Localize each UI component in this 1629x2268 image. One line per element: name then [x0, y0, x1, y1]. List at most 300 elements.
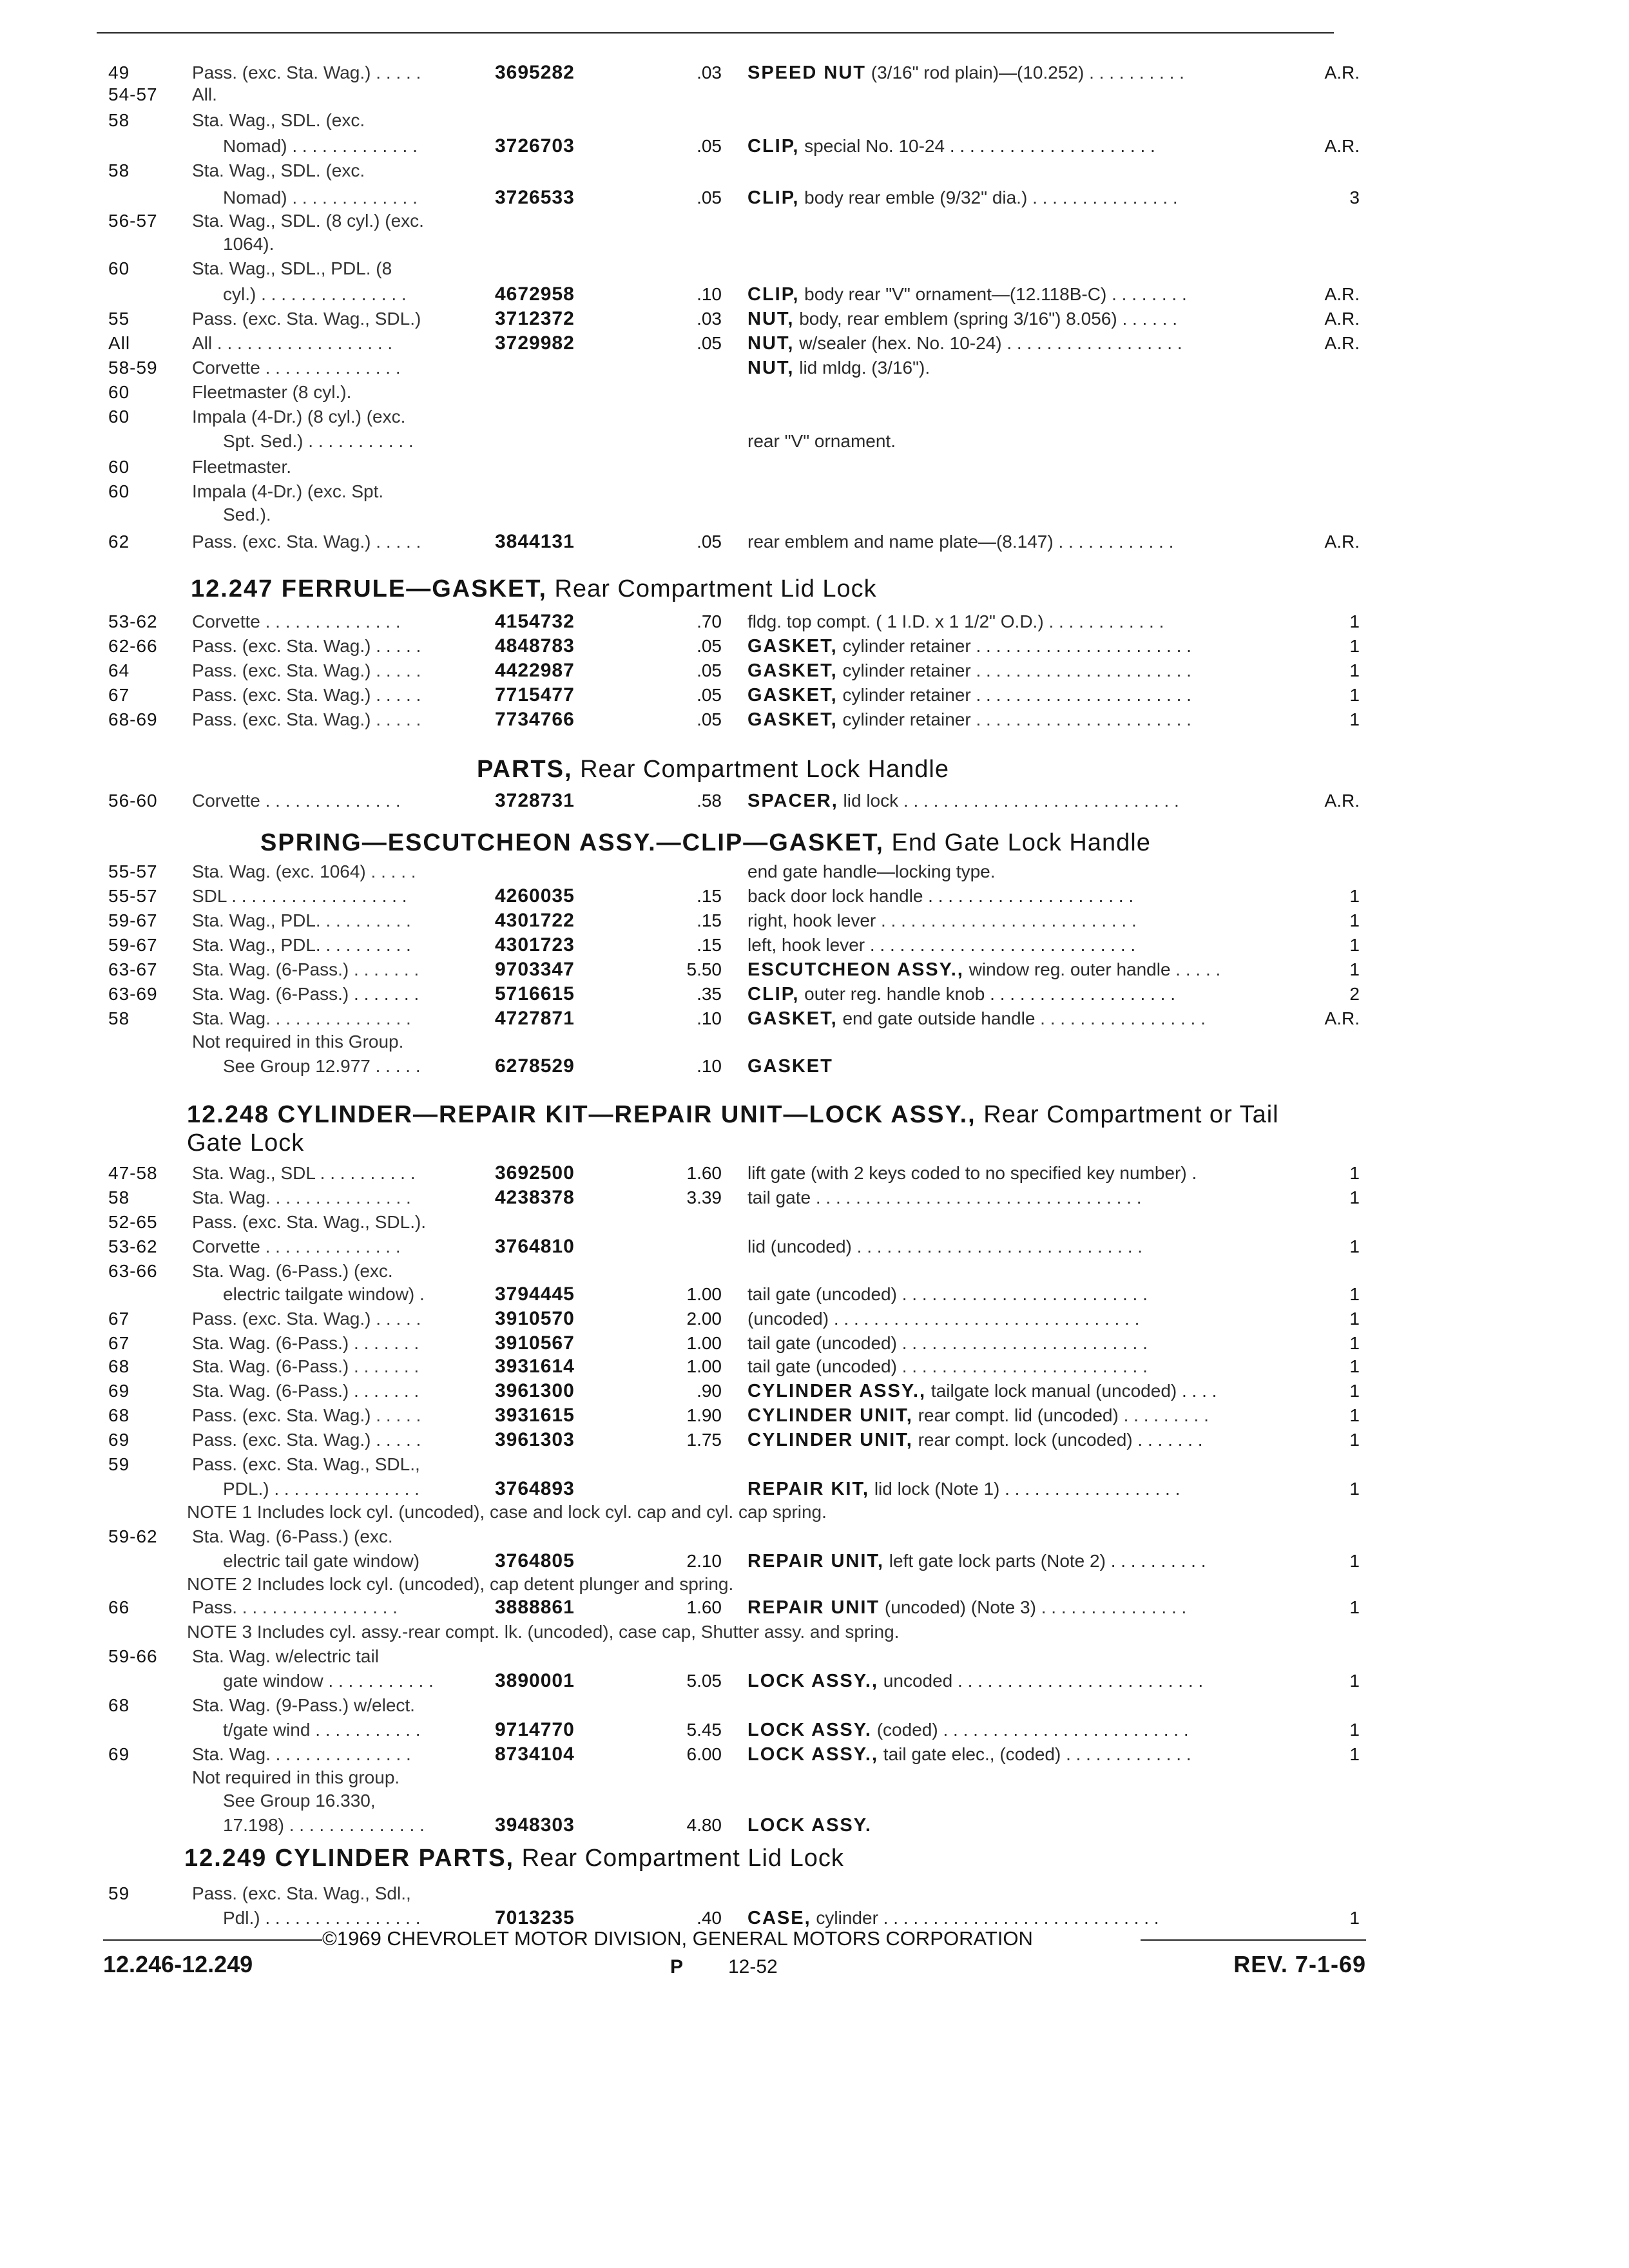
section-heading-12-249: 12.249 CYLINDER PARTS, Rear Compartment Lid Lock: [184, 1845, 844, 1872]
vehicle-model: Sta. Wag., SDL., PDL. (8: [192, 258, 392, 278]
part-description: [747, 284, 1340, 305]
part-number: 3695282: [495, 62, 575, 83]
model-year: 58: [108, 1187, 130, 1207]
footer-copyright: ©1969 CHEVROLET MOTOR DIVISION, GENERAL MOTORS CORPORATION: [322, 1927, 1033, 1950]
part-description: [747, 62, 1340, 84]
part-number: 3726703: [495, 135, 575, 157]
part-number: 3931614: [495, 1356, 575, 1377]
quantity: 1: [1349, 1356, 1360, 1376]
quantity: A.R.: [1324, 1008, 1360, 1028]
table-row: [0, 1814, 1629, 1836]
vehicle-model: 17.198) . . . . . . . . . . . . . .: [223, 1815, 425, 1835]
note-row: [0, 1621, 1629, 1643]
table-row: [0, 430, 1629, 452]
part-number: 3692500: [495, 1162, 575, 1184]
part-description: [747, 308, 1340, 330]
model-year: 59-62: [108, 1526, 158, 1546]
part-name: CLIP,: [747, 187, 800, 208]
list-price: 1.60: [686, 1597, 722, 1617]
table-row: [0, 456, 1629, 478]
part-description: [747, 1907, 1340, 1929]
model-year: 64: [108, 660, 130, 680]
quantity: 1: [1349, 1551, 1360, 1571]
quantity: 1: [1349, 886, 1360, 906]
vehicle-model: Pass. (exc. Sta. Wag., SDL.).: [192, 1212, 427, 1232]
part-number: 4301722: [495, 910, 575, 931]
part-description: [747, 1283, 1340, 1305]
quantity: A.R.: [1324, 62, 1360, 82]
model-year: 59-67: [108, 935, 158, 955]
table-row: [0, 1031, 1629, 1053]
vehicle-model: Sta. Wag. (6-Pass.) . . . . . . .: [192, 1356, 419, 1376]
vehicle-model: Sta. Wag. (6-Pass.) (exc.: [192, 1261, 393, 1281]
quantity: 1: [1349, 660, 1360, 680]
part-detail: body rear "V" ornament—(12.118B-C) . . . . . . . .: [799, 284, 1187, 304]
vehicle-model: Sta. Wag., PDL. . . . . . . . . .: [192, 935, 411, 955]
part-detail: cylinder retainer . . . . . . . . . . . . . . . . . . . . . .: [837, 709, 1191, 729]
part-number: 3794445: [495, 1283, 575, 1305]
quantity: 1: [1349, 1430, 1360, 1450]
part-detail: rear "V" ornament.: [747, 431, 896, 451]
table-row: [0, 233, 1629, 255]
part-description: [747, 635, 1340, 657]
part-detail: uncoded . . . . . . . . . . . . . . . . . . . . . . . . .: [878, 1671, 1204, 1691]
vehicle-model: 1064).: [223, 234, 275, 254]
part-number: 4301723: [495, 934, 575, 956]
vehicle-model: SDL . . . . . . . . . . . . . . . . . .: [192, 886, 407, 906]
quantity: 1: [1349, 1381, 1360, 1401]
part-description: [747, 959, 1340, 981]
part-description: [747, 934, 1340, 956]
model-year: 47-58: [108, 1163, 158, 1183]
vehicle-model: Fleetmaster (8 cyl.).: [192, 382, 352, 402]
list-price: .15: [697, 935, 722, 955]
part-number: 6278529: [495, 1055, 575, 1077]
list-price: .05: [697, 136, 722, 156]
model-year: All: [108, 333, 131, 353]
part-detail: outer reg. handle knob . . . . . . . . . . . . . . . . . . .: [799, 984, 1175, 1004]
list-price: .15: [697, 886, 722, 906]
list-price: 1.75: [686, 1430, 722, 1450]
footer-rule-left: [103, 1939, 322, 1941]
list-price: 4.80: [686, 1815, 722, 1835]
part-name: CASE,: [747, 1908, 811, 1928]
model-year: 55-57: [108, 861, 158, 881]
quantity: 1: [1349, 1720, 1360, 1740]
footer-page-number: 12-52: [728, 1956, 778, 1977]
list-price: .05: [697, 636, 722, 656]
list-price: .10: [697, 1008, 722, 1028]
table-row: [0, 135, 1629, 157]
part-name: NUT,: [747, 309, 795, 329]
table-row: [0, 110, 1629, 131]
quantity: 1: [1349, 1284, 1360, 1304]
vehicle-model: Pass. (exc. Sta. Wag.) . . . . .: [192, 685, 421, 705]
part-detail: tail gate (uncoded) . . . . . . . . . . . . . . . . . . . . . . . . .: [747, 1356, 1148, 1376]
part-name: REPAIR UNIT: [747, 1597, 880, 1618]
part-detail: end gate handle—locking type.: [747, 861, 996, 881]
table-row: [0, 160, 1629, 182]
vehicle-model: Pass. (exc. Sta. Wag.) . . . . .: [192, 1309, 421, 1329]
table-row: [0, 1429, 1629, 1451]
vehicle-model: Pass. (exc. Sta. Wag., SDL.,: [192, 1454, 420, 1474]
model-year: 68: [108, 1695, 130, 1715]
list-price: .10: [697, 284, 722, 304]
model-year: 59: [108, 1883, 130, 1903]
table-row: [0, 308, 1629, 330]
table-row: [0, 1526, 1629, 1548]
table-row: [0, 1187, 1629, 1209]
table-row: [0, 62, 1629, 84]
table-row: [0, 1405, 1629, 1427]
quantity: A.R.: [1324, 284, 1360, 304]
quantity: 1: [1349, 636, 1360, 656]
vehicle-model: Spt. Sed.) . . . . . . . . . . .: [223, 431, 414, 451]
quantity: 1: [1349, 935, 1360, 955]
model-year: 60: [108, 407, 130, 427]
quantity: 1: [1349, 1405, 1360, 1425]
part-number: 3910567: [495, 1332, 575, 1354]
part-number: 4672958: [495, 284, 575, 305]
model-year: 59: [108, 1454, 130, 1474]
section-heading-12-248: 12.248 CYLINDER—REPAIR KIT—REPAIR UNIT—LOCK ASSY., Rear Compartment or Tail Gate Lock: [187, 1101, 1279, 1157]
part-number: 3910570: [495, 1308, 575, 1329]
list-price: 2.10: [686, 1551, 722, 1571]
list-price: 3.39: [686, 1187, 722, 1207]
quantity: A.R.: [1324, 333, 1360, 353]
part-description: [747, 1162, 1340, 1184]
vehicle-model: Corvette . . . . . . . . . . . . . .: [192, 611, 401, 631]
vehicle-model: Sta. Wag. w/electric tail: [192, 1646, 379, 1666]
part-description: [747, 611, 1340, 633]
list-price: .90: [697, 1381, 722, 1401]
section-heading-lock-handle-parts: PARTS, Rear Compartment Lock Handle: [477, 756, 950, 783]
table-row: [0, 504, 1629, 526]
part-detail: lid (uncoded) . . . . . . . . . . . . . . . . . . . . . . . . . . . . .: [747, 1236, 1143, 1256]
part-detail: tail gate . . . . . . . . . . . . . . . . . . . . . . . . . . . . . . . . .: [747, 1187, 1142, 1207]
model-year: 68: [108, 1405, 130, 1425]
part-number: 3729982: [495, 332, 575, 354]
part-number: 8734104: [495, 1744, 575, 1765]
vehicle-model: Sta. Wag. (9-Pass.) w/elect.: [192, 1695, 415, 1715]
table-row: [0, 258, 1629, 280]
part-detail: rear compt. lid (uncoded) . . . . . . . . .: [912, 1405, 1209, 1425]
list-price: .05: [697, 333, 722, 353]
part-detail: back door lock handle . . . . . . . . . . . . . . . . . . . . .: [747, 886, 1134, 906]
table-row: [0, 983, 1629, 1005]
model-year: 60: [108, 481, 130, 501]
part-description: [747, 983, 1340, 1005]
part-detail: tail gate elec., (coded) . . . . . . . . . . . . .: [878, 1744, 1191, 1764]
model-year: 68-69: [108, 709, 158, 729]
part-description: [747, 660, 1340, 682]
part-description: [747, 430, 1340, 452]
table-row: [0, 1597, 1629, 1619]
table-row: [0, 934, 1629, 956]
part-detail: body rear emble (9/32" dia.) . . . . . . . . . . . . . . .: [799, 187, 1178, 207]
part-detail: fldg. top compt. ( 1 I.D. x 1 1/2" O.D.) . . . . . . . . . . . .: [747, 611, 1164, 631]
part-name: SPACER,: [747, 791, 838, 811]
vehicle-model: Not required in this group.: [192, 1767, 400, 1787]
list-price: .05: [697, 187, 722, 207]
table-row: [0, 684, 1629, 706]
part-name: GASKET,: [747, 636, 838, 657]
model-year: 55-57: [108, 886, 158, 906]
part-description: [747, 1332, 1340, 1354]
vehicle-model: Sta. Wag. (exc. 1064) . . . . .: [192, 861, 416, 881]
list-price: .58: [697, 791, 722, 811]
vehicle-model: Fleetmaster.: [192, 457, 292, 477]
part-name: LOCK ASSY.,: [747, 1671, 879, 1691]
model-year: 58: [108, 1008, 130, 1028]
part-number: 3888861: [495, 1597, 575, 1618]
table-row: [0, 481, 1629, 503]
model-year: 62: [108, 532, 130, 552]
part-name: GASKET,: [747, 685, 838, 706]
part-number: 4154732: [495, 611, 575, 632]
table-row: [0, 1767, 1629, 1789]
part-detail: rear compt. lock (uncoded) . . . . . . .: [912, 1430, 1203, 1450]
part-detail: body, rear emblem (spring 3/16") 8.056) . . . . . .: [794, 309, 1178, 329]
part-number: 3712372: [495, 308, 575, 329]
list-price: .70: [697, 611, 722, 631]
quantity: A.R.: [1324, 309, 1360, 329]
part-name: GASKET,: [747, 1008, 838, 1029]
list-price: .05: [697, 532, 722, 552]
table-row: [0, 709, 1629, 731]
table-row: [0, 1883, 1629, 1905]
vehicle-model: gate window . . . . . . . . . . .: [223, 1671, 434, 1691]
part-description: [747, 1550, 1340, 1572]
part-description: [747, 1187, 1340, 1209]
part-detail: (uncoded) (Note 3) . . . . . . . . . . . . . . .: [880, 1597, 1187, 1617]
quantity: 1: [1349, 709, 1360, 729]
part-detail: (uncoded) . . . . . . . . . . . . . . . . . . . . . . . . . . . . . . .: [747, 1309, 1140, 1329]
quantity: 1: [1349, 1908, 1360, 1928]
part-number: 7734766: [495, 709, 575, 730]
part-number: 4848783: [495, 635, 575, 657]
table-row: [0, 210, 1629, 232]
part-number: 4238378: [495, 1187, 575, 1208]
table-row: [0, 910, 1629, 932]
model-year: 53-62: [108, 611, 158, 631]
quantity: A.R.: [1324, 791, 1360, 811]
note-text: NOTE 2 Includes lock cyl. (uncoded), cap detent plunger and spring.: [187, 1574, 734, 1594]
vehicle-model: PDL.) . . . . . . . . . . . . . . .: [223, 1479, 419, 1499]
vehicle-model: All . . . . . . . . . . . . . . . . . .: [192, 333, 393, 353]
vehicle-model: Pass. (exc. Sta. Wag., Sdl.,: [192, 1883, 411, 1903]
vehicle-model: Pass. (exc. Sta. Wag.) . . . . .: [192, 1405, 421, 1425]
part-description: [747, 1670, 1340, 1692]
part-description: [747, 1380, 1340, 1402]
list-price: .35: [697, 984, 722, 1004]
vehicle-model: Sta. Wag. (6-Pass.) (exc.: [192, 1526, 393, 1546]
table-row: [0, 1008, 1629, 1030]
part-name: LOCK ASSY.,: [747, 1744, 879, 1765]
vehicle-model: Not required in this Group.: [192, 1032, 404, 1052]
part-description: [747, 1744, 1340, 1765]
part-description: [747, 1478, 1340, 1500]
table-row: [0, 381, 1629, 403]
table-row: [0, 187, 1629, 209]
model-year: 56-60: [108, 791, 158, 811]
list-price: .40: [697, 1908, 722, 1928]
part-number: 4727871: [495, 1008, 575, 1029]
part-detail: tail gate (uncoded) . . . . . . . . . . . . . . . . . . . . . . . . .: [747, 1333, 1148, 1353]
part-number: 7715477: [495, 684, 575, 706]
quantity: A.R.: [1324, 532, 1360, 552]
table-row: [0, 357, 1629, 379]
vehicle-model: Sta. Wag., PDL. . . . . . . . . .: [192, 910, 411, 930]
model-year: 60: [108, 457, 130, 477]
part-name: LOCK ASSY.: [747, 1720, 872, 1740]
table-row: [0, 885, 1629, 907]
part-description: [747, 1429, 1340, 1451]
vehicle-model: Pass. (exc. Sta. Wag.) . . . . .: [192, 660, 421, 680]
vehicle-model: Pass. (exc. Sta. Wag., SDL.): [192, 309, 421, 329]
table-row: [0, 1646, 1629, 1667]
model-year: 63-66: [108, 1261, 158, 1281]
quantity: 1: [1349, 611, 1360, 631]
part-detail: (3/16" rod plain)—(10.252) . . . . . . . . . .: [865, 62, 1184, 82]
table-row: [0, 284, 1629, 305]
part-number: 4260035: [495, 885, 575, 907]
model-year: 58: [108, 110, 130, 130]
list-price: 5.05: [686, 1671, 722, 1691]
vehicle-model: Sta. Wag. . . . . . . . . . . . . . .: [192, 1008, 411, 1028]
part-number: 4422987: [495, 660, 575, 681]
vehicle-model: cyl.) . . . . . . . . . . . . . . .: [223, 284, 407, 304]
part-description: [747, 861, 1340, 883]
model-year: 69: [108, 1744, 130, 1764]
quantity: 1: [1349, 1163, 1360, 1183]
part-detail: lift gate (with 2 keys coded to no specified key number) .: [747, 1163, 1197, 1183]
part-detail: lid lock (Note 1) . . . . . . . . . . . . . . . . . .: [869, 1479, 1181, 1499]
model-year: 54-57: [108, 84, 158, 104]
part-detail: right, hook lever . . . . . . . . . . . . . . . . . . . . . . . . . .: [747, 910, 1137, 930]
part-description: [747, 332, 1340, 354]
part-number: 3728731: [495, 790, 575, 811]
note-text: NOTE 1 Includes lock cyl. (uncoded), case and lock cyl. cap and cyl. cap spring.: [187, 1502, 827, 1522]
vehicle-model: Pass. (exc. Sta. Wag.) . . . . .: [192, 532, 421, 552]
vehicle-model: Pass. (exc. Sta. Wag.) . . . . .: [192, 636, 421, 656]
table-row: [0, 1236, 1629, 1258]
quantity: 3: [1349, 187, 1360, 207]
vehicle-model: All.: [192, 84, 217, 104]
table-row: [0, 1907, 1629, 1929]
quantity: 2: [1349, 984, 1360, 1004]
part-number: 3948303: [495, 1814, 575, 1836]
part-name: GASKET: [747, 1056, 833, 1077]
vehicle-model: Corvette . . . . . . . . . . . . . .: [192, 791, 401, 811]
vehicle-model: t/gate wind . . . . . . . . . . .: [223, 1720, 421, 1740]
vehicle-model: Impala (4-Dr.) (exc. Spt.: [192, 481, 384, 501]
section-heading-end-gate: SPRING—ESCUTCHEON ASSY.—CLIP—GASKET, End Gate Lock Handle: [260, 829, 1151, 856]
part-name: ESCUTCHEON ASSY.,: [747, 959, 964, 980]
part-number: 3961300: [495, 1380, 575, 1401]
part-name: SPEED NUT: [747, 62, 866, 83]
model-year: 67: [108, 685, 130, 705]
vehicle-model: Sta. Wag., SDL . . . . . . . . . .: [192, 1163, 416, 1183]
table-row: [0, 1695, 1629, 1716]
model-year: 59-67: [108, 910, 158, 930]
part-number: 9714770: [495, 1719, 575, 1740]
vehicle-model: Pdl.) . . . . . . . . . . . . . . . .: [223, 1908, 421, 1928]
vehicle-model: Sta. Wag. (6-Pass.) . . . . . . .: [192, 1333, 419, 1353]
table-row: [0, 1550, 1629, 1572]
model-year: 55: [108, 309, 130, 329]
quantity: 1: [1349, 910, 1360, 930]
vehicle-model: Corvette . . . . . . . . . . . . . .: [192, 1236, 401, 1256]
vehicle-model: Corvette . . . . . . . . . . . . . .: [192, 358, 401, 378]
part-number: 3844131: [495, 531, 575, 552]
part-description: [747, 790, 1340, 812]
part-number: 3764893: [495, 1478, 575, 1499]
quantity: 1: [1349, 1744, 1360, 1764]
quantity: 1: [1349, 1236, 1360, 1256]
part-number: 5716615: [495, 983, 575, 1004]
part-name: CLIP,: [747, 284, 800, 305]
list-price: .10: [697, 1056, 722, 1076]
vehicle-model: Pass. (exc. Sta. Wag.) . . . . .: [192, 62, 421, 82]
list-price: 1.00: [686, 1284, 722, 1304]
model-year: 67: [108, 1333, 130, 1353]
part-detail: rear emblem and name plate—(8.147) . . . . . . . . . . . .: [747, 532, 1174, 552]
part-detail: cylinder retainer . . . . . . . . . . . . . . . . . . . . . .: [837, 660, 1191, 680]
vehicle-model: Sta. Wag. (6-Pass.) . . . . . . .: [192, 1381, 419, 1401]
list-price: 1.00: [686, 1356, 722, 1376]
part-description: [747, 1597, 1340, 1619]
footer-group-range: 12.246-12.249: [103, 1951, 253, 1977]
model-year: 60: [108, 382, 130, 402]
model-year: 53-62: [108, 1236, 158, 1256]
table-row: [0, 1744, 1629, 1765]
quantity: 1: [1349, 1187, 1360, 1207]
part-number: 3961303: [495, 1429, 575, 1450]
vehicle-model: Nomad) . . . . . . . . . . . . .: [223, 187, 418, 207]
vehicle-model: Sta. Wag., SDL. (exc.: [192, 160, 365, 180]
model-year: 60: [108, 258, 130, 278]
list-price: .05: [697, 709, 722, 729]
footer-rule-right: [1141, 1939, 1366, 1941]
model-year: 49: [108, 62, 130, 82]
part-number: 3890001: [495, 1670, 575, 1691]
list-price: 1.90: [686, 1405, 722, 1425]
part-name: GASKET,: [747, 709, 838, 730]
table-row: [0, 1670, 1629, 1692]
footer-page-label: P: [670, 1956, 684, 1977]
quantity: 1: [1349, 1479, 1360, 1499]
list-price: .05: [697, 685, 722, 705]
list-price: 1.00: [686, 1333, 722, 1353]
model-year: 56-57: [108, 211, 158, 231]
part-name: CYLINDER ASSY.,: [747, 1381, 927, 1401]
part-description: [747, 1356, 1340, 1378]
part-number: 3764810: [495, 1236, 575, 1257]
vehicle-model: Sta. Wag. . . . . . . . . . . . . . .: [192, 1187, 411, 1207]
table-row: [0, 1260, 1629, 1282]
footer-revision: REV. 7-1-69: [1233, 1951, 1366, 1977]
table-row: [0, 861, 1629, 883]
list-price: 6.00: [686, 1744, 722, 1764]
vehicle-model: Sed.).: [223, 505, 271, 524]
part-detail: cylinder retainer . . . . . . . . . . . . . . . . . . . . . .: [837, 685, 1191, 705]
part-number: 3764805: [495, 1550, 575, 1571]
part-name: CLIP,: [747, 984, 800, 1004]
table-row: [0, 635, 1629, 657]
table-row: [0, 611, 1629, 633]
part-name: CYLINDER UNIT,: [747, 1430, 913, 1450]
